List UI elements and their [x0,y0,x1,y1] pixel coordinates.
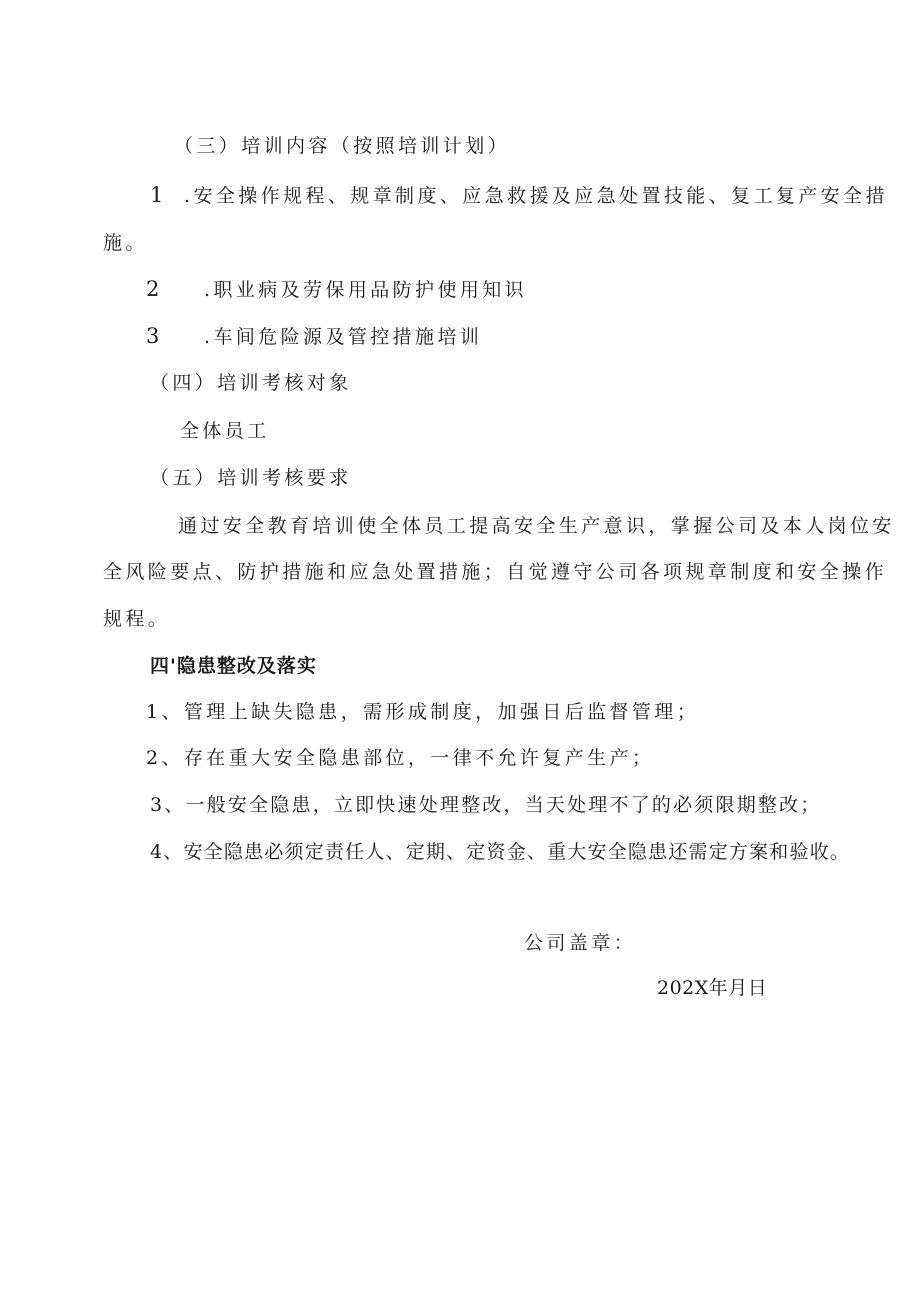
hazard-item4: 4、安全隐患必须定责任人、定期、定资金、重大安全隐患还需定方案和验收。 [150,841,851,863]
hazard-item2: 2、存在重大安全隐患部位，一律不允许复产生产； [146,747,655,769]
section5-title: （五）培训考核要求 [150,467,352,489]
item3-number: 3 [146,324,160,348]
document-date: 202X年月日 [657,977,768,999]
section3-title: （三）培训内容（按照培训计划） [174,135,511,157]
item1-number: 1 [150,183,164,207]
section4-text: 全体员工 [180,420,270,442]
hazard-heading: 四'隐患整改及落实 [150,655,317,677]
item1-text: .安全操作规程、规章制度、应急救援及应急处置技能、复工复产安全措 [184,185,888,207]
company-seal-label: 公司盖章： [524,932,637,954]
section3-item3 [146,324,482,349]
section3-item1-line1 [150,183,888,208]
section5-para-line1: 通过安全教育培训使全体员工提高安全生产意识，掌握公司及本人岗位安 [178,515,895,537]
hazard-item1: 1、管理上缺失隐患，需形成制度，加强日后监督管理； [146,701,700,723]
item3-text: .车间危险源及管控措施培训 [204,326,483,348]
section5-para-line2: 全风险要点、防护措施和应急处置措施；自觉遵守公司各项规章制度和安全操作 [103,561,888,583]
section3-item2 [146,277,527,302]
section5-para-line3: 规程。 [103,608,171,630]
section3-item1-line2: 施。 [103,232,148,254]
item2-text: .职业病及劳保用品防护使用知识 [204,279,528,301]
section4-title: （四）培训考核对象 [150,372,352,394]
item2-number: 2 [146,277,160,301]
hazard-item3: 3、一般安全隐患，立即快速处理整改，当天处理不了的必须限期整改； [150,794,822,816]
